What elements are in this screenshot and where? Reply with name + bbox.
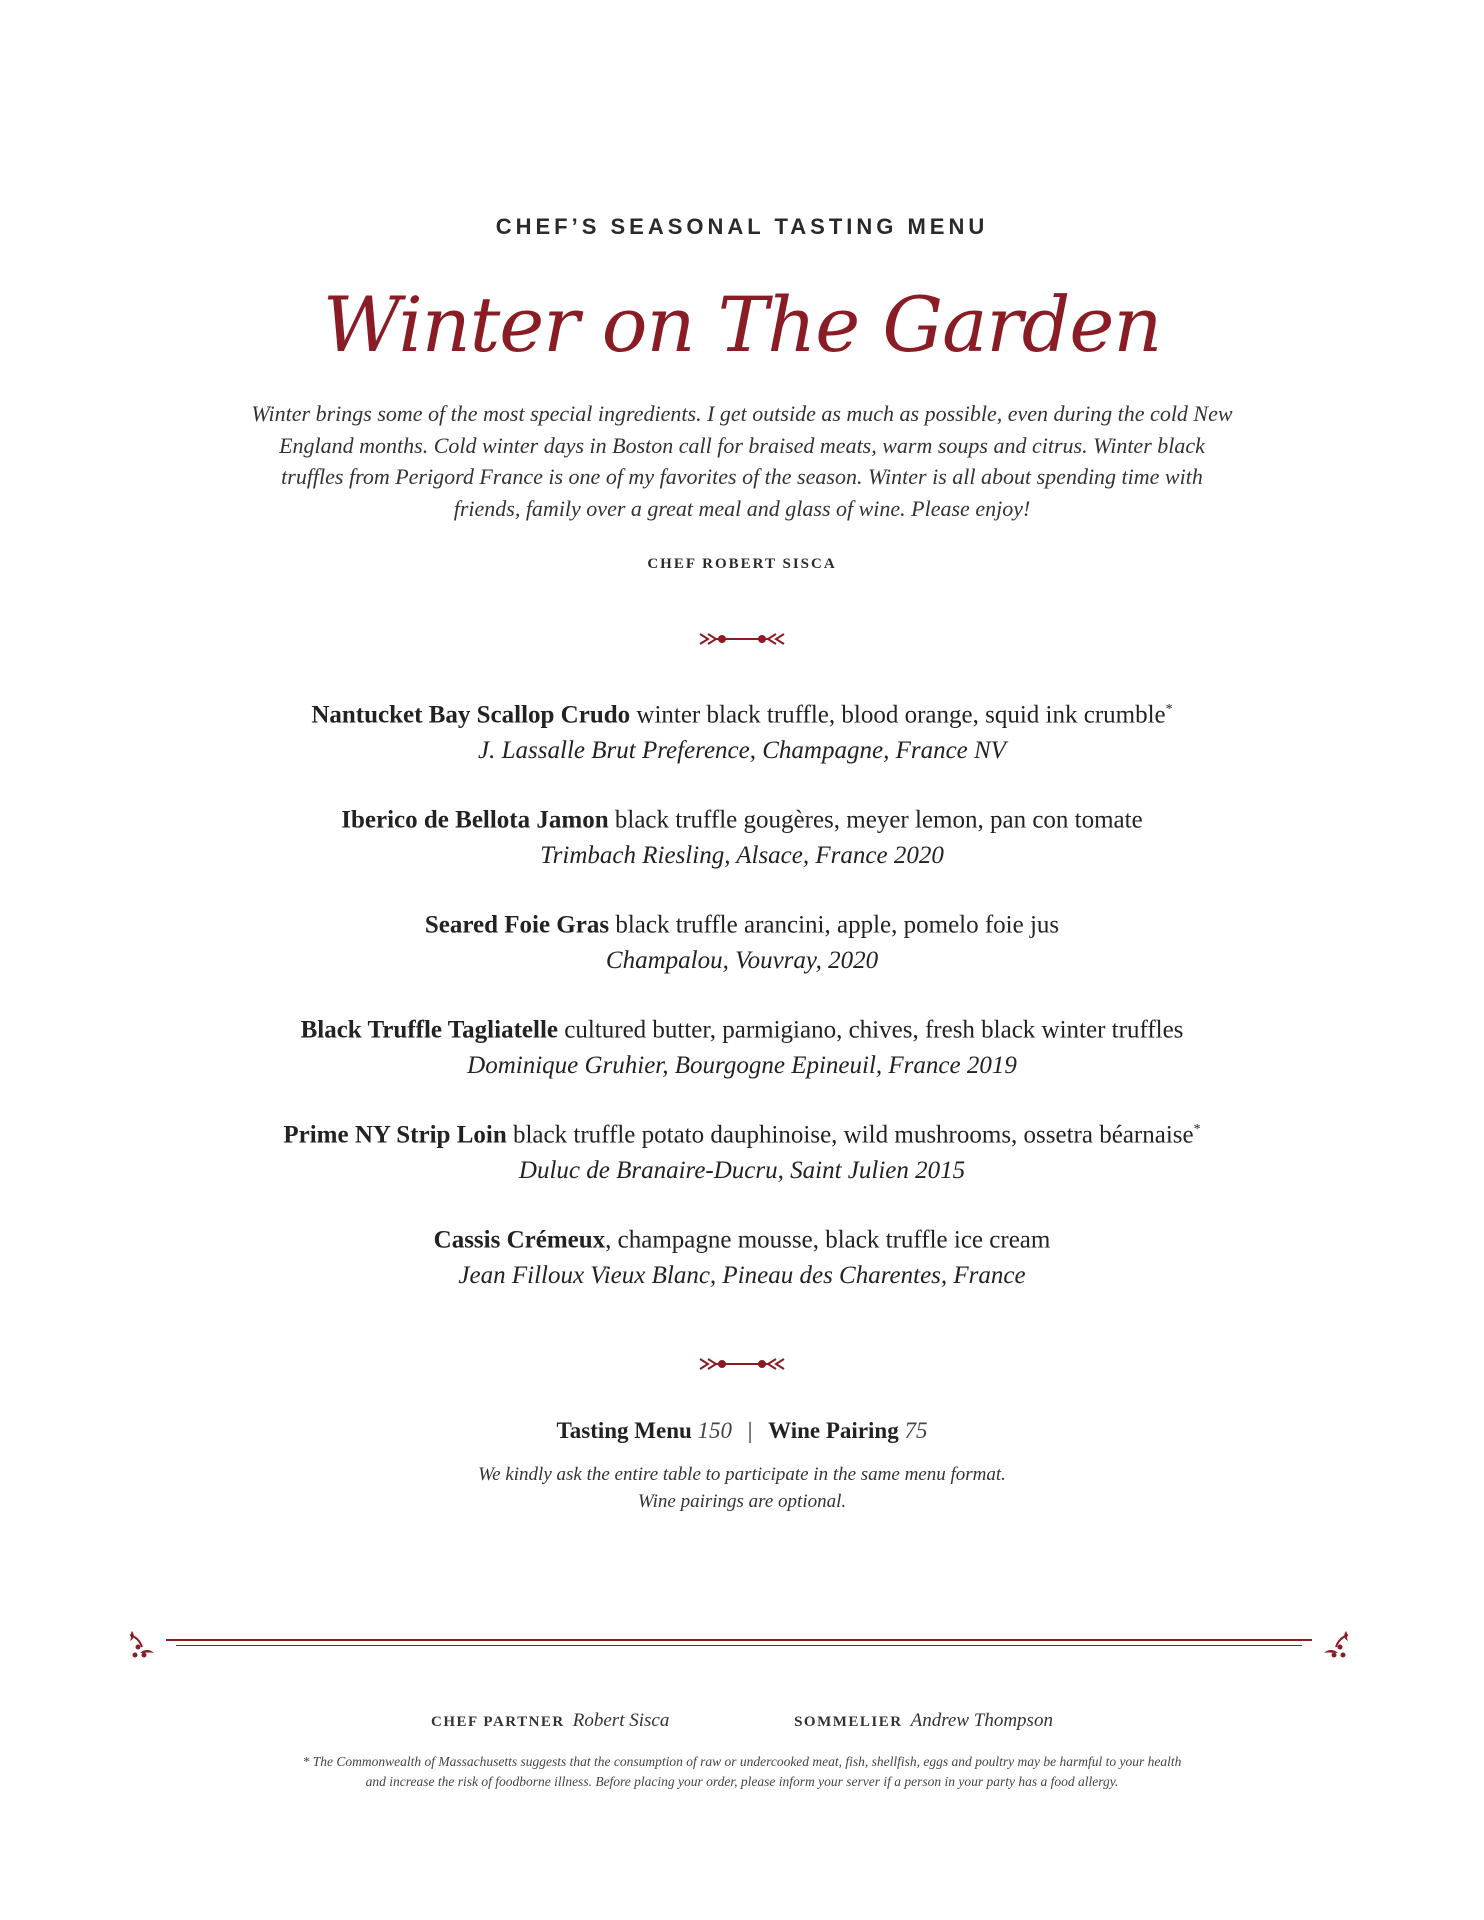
course-line: [0, 1217, 1484, 1258]
staff-credits: [0, 1710, 1484, 1732]
course-item: [0, 692, 1484, 797]
health-disclaimer: [180, 1752, 1304, 1792]
course-item: [0, 1007, 1484, 1112]
course-line: [0, 797, 1484, 838]
credit-name: Andrew Thompson: [910, 1710, 1053, 1731]
course-asterisk: *: [1165, 702, 1173, 717]
wine-pairing: Champalou, Vouvray, 2020: [605, 947, 879, 975]
pricing-note: [0, 1461, 1484, 1515]
course-description: cultured butter, parmigiano, chives, fresh black winter truffles: [558, 1016, 1184, 1044]
wine-pairing: Dominique Gruhier, Bourgogne Epineuil, France 2019: [467, 1052, 1017, 1080]
disclaimer-line: * The Commonwealth of Massachusetts suggests that the consumption of raw or undercooked meat, fish, shellfish, eggs and poultry may be harmful to your health: [302, 1754, 1182, 1769]
course-name: Seared Foie Gras: [424, 911, 610, 939]
course-description: black truffle potato dauphinoise, wild mushrooms, ossetra béarnaise: [506, 1121, 1194, 1149]
disclaimer-line: and increase the risk of foodborne illness. Before placing your order, please inform your server if a person in your party has a food allergy.: [365, 1774, 1119, 1789]
credit-role: SOMMELIER: [794, 1714, 903, 1730]
wine-pairing: Trimbach Riesling, Alsace, France 2020: [540, 842, 944, 870]
wine-pairing: Jean Filloux Vieux Blanc, Pineau des Charentes, France: [458, 1262, 1026, 1290]
chef-signoff: CHEF ROBERT SISCA: [647, 556, 837, 572]
wine-pairing: J. Lassalle Brut Preference, Champagne, France NV: [478, 737, 1006, 765]
footer-rule-line: [176, 1645, 1302, 1646]
course-description: black truffle gougères, meyer lemon, pan con tomate: [608, 806, 1143, 834]
course-name: Cassis Crémeux: [433, 1226, 606, 1254]
credit-role: CHEF PARTNER: [431, 1714, 565, 1730]
footer-rule-line: [166, 1639, 1312, 1641]
course-description: , champagne mousse, black truffle ice cream: [605, 1226, 1051, 1254]
wine-pairing-label: Wine Pairing: [768, 1418, 899, 1443]
course-line: [0, 1112, 1484, 1153]
course-name: Nantucket Bay Scallop Crudo: [311, 701, 631, 729]
pricing-separator: |: [747, 1418, 753, 1443]
course-description: winter black truffle, blood orange, squid ink crumble: [630, 701, 1166, 729]
course-item: [0, 797, 1484, 902]
footer-rule: [126, 1627, 1352, 1663]
wine-pairing: Duluc de Branaire-Ducru, Saint Julien 2015: [518, 1157, 966, 1185]
course-line: [0, 902, 1484, 943]
course-item: [0, 1217, 1484, 1322]
menu-title: Winter on The Garden: [322, 280, 1162, 369]
course-asterisk: *: [1193, 1122, 1201, 1137]
sommelier-credit: [794, 1710, 1053, 1732]
holly-sprig-icon: [1316, 1627, 1352, 1663]
course-name: Iberico de Bellota Jamon: [341, 806, 609, 834]
chef-intro: Winter brings some of the most special ingredients. I get outside as much as possible, even during the cold New England months. Cold winter days in Boston call for braised meats, warm soups and citrus. Winter black truffles from Perigord France is one of my favorites of the season. Winter is all about spending time with friends, family over a great meal and glass of wine. Please enjoy!: [251, 401, 1233, 521]
ornament-divider-icon: [692, 628, 792, 650]
tasting-menu-price: 150: [697, 1418, 733, 1443]
course-line: [0, 692, 1484, 733]
course-item: [0, 1112, 1484, 1217]
ornament-divider-icon: [692, 1353, 792, 1375]
course-description: black truffle arancini, apple, pomelo foie jus: [609, 911, 1060, 939]
credit-name: Robert Sisca: [572, 1710, 670, 1731]
chef-partner-credit: [431, 1710, 669, 1732]
tasting-menu-label: Tasting Menu: [556, 1418, 692, 1443]
pricing-line: [0, 1418, 1484, 1444]
course-name: Prime NY Strip Loin: [283, 1121, 507, 1149]
wine-pairing-price: 75: [904, 1418, 928, 1443]
course-item: [0, 902, 1484, 1007]
holly-sprig-icon: [126, 1627, 162, 1663]
pricing-note-line: We kindly ask the entire table to participate in the same menu format.: [478, 1464, 1006, 1485]
course-list: [0, 692, 1484, 1322]
menu-kicker: CHEF’S SEASONAL TASTING MENU: [495, 214, 989, 239]
pricing-note-line: Wine pairings are optional.: [637, 1491, 847, 1512]
course-name: Black Truffle Tagliatelle: [300, 1016, 558, 1044]
course-line: [0, 1007, 1484, 1048]
